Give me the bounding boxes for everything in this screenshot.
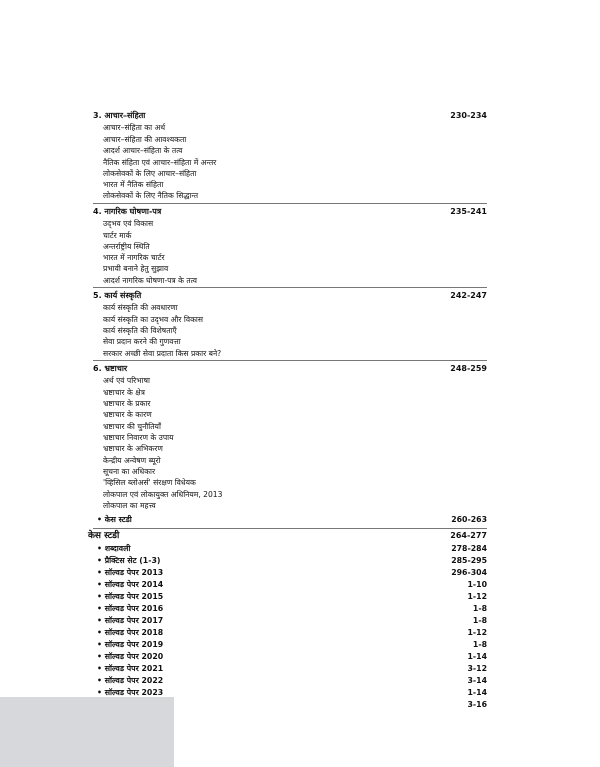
subtopic-entry	[0, 275, 600, 287]
entry-title: • सॉल्वड पेपर 2014	[97, 580, 164, 589]
subtopic-entry	[0, 375, 600, 387]
chapter-entry	[0, 363, 600, 375]
entry-title: भ्रष्टाचार के क्षेत्र	[103, 388, 145, 397]
entry-page-range: 296-304	[451, 568, 487, 577]
entry-title: केस स्टडी	[88, 531, 120, 541]
bullet-entry	[0, 639, 600, 651]
entry-title: • प्रैक्टिस सेट (1-3)	[97, 556, 161, 565]
entry-title: सरकार अच्छी सेवा प्रदाता किस प्रकार बने?	[103, 349, 222, 358]
entry-page-range: 1-8	[472, 640, 487, 649]
entry-page-range: 1-8	[472, 616, 487, 625]
entry-title: भारत में नैतिक संहिता	[103, 180, 164, 189]
subtopic-entry	[0, 122, 600, 134]
entry-page-range: 264-277	[450, 531, 487, 540]
entry-title: चार्टर मार्क	[103, 231, 132, 240]
entry-title: नैतिक संहिता एवं आचार–संहिता में अन्तर	[103, 158, 217, 167]
entry-title: • सॉल्वड पेपर 2022	[97, 676, 164, 685]
bullet-entry	[0, 591, 600, 603]
bullet-entry	[0, 543, 600, 555]
entry-page-range: 235-241	[450, 207, 487, 216]
entry-title: • सॉल्वड पेपर 2016	[97, 604, 164, 613]
subtopic-entry	[0, 145, 600, 157]
entry-page-range: 1-10	[467, 580, 487, 589]
subtopic-entry	[0, 443, 600, 455]
subtopic-entry	[0, 500, 600, 512]
chapter-entry	[0, 206, 600, 218]
section-divider	[93, 203, 487, 204]
section-divider	[93, 360, 487, 361]
section-heading-entry	[0, 530, 600, 542]
entry-title: अर्थ एवं परिभाषा	[103, 376, 150, 385]
entry-title: उद्‌भव एवं विकास	[103, 219, 154, 228]
entry-title: • सॉल्वड पेपर 2019	[97, 640, 164, 649]
subtopic-entry	[0, 477, 600, 489]
bullet-entry	[0, 555, 600, 567]
entry-title: 3. आचार–संहिता	[93, 111, 146, 120]
entry-page-range: 1-12	[467, 592, 487, 601]
entry-title: आचार–संहिता की आवश्यकता	[103, 135, 187, 144]
entry-title: लोकपाल का महत्त्व	[103, 501, 156, 510]
entry-title: • सॉल्वड पेपर 2023	[97, 688, 164, 697]
entry-title: भ्रष्टाचार के अभिकरण	[103, 444, 163, 453]
entry-title: कार्य संस्कृति की अवधारणा	[103, 303, 178, 312]
subtopic-entry	[0, 302, 600, 314]
entry-page-range: 278-284	[451, 544, 487, 553]
corner-gray-block	[0, 697, 174, 767]
entry-title: सेवा प्रदान करने की गुणवत्ता	[103, 337, 181, 346]
entry-page-range: 260-263	[451, 515, 487, 524]
entry-title: लोकसेवकों के लिए आचार–संहिता	[103, 169, 197, 178]
entry-title: • सॉल्वड पेपर 2021	[97, 664, 164, 673]
subtopic-entry	[0, 263, 600, 275]
entry-title: • सॉल्वड पेपर 2018	[97, 628, 164, 637]
bullet-entry	[0, 567, 600, 579]
entry-page-range: 248-259	[450, 364, 487, 373]
entry-title: • सॉल्वड पेपर 2017	[97, 616, 164, 625]
bullet-entry	[0, 663, 600, 675]
entry-title: • शब्दावली	[97, 544, 131, 553]
bullet-entry	[0, 514, 600, 526]
entry-page-range: 1-14	[467, 688, 487, 697]
subtopic-entry	[0, 348, 600, 360]
entry-title: 6. भ्रष्टाचार	[93, 364, 128, 373]
entry-title: आदर्श नागरिक घोषणा-पत्र के तत्व	[103, 276, 197, 285]
entry-title: आदर्श आचार–संहिता के तत्व	[103, 146, 183, 155]
entry-title: प्रभावी बनाने हेतु सुझाव	[103, 264, 169, 273]
entry-title: • सॉल्वड पेपर 2020	[97, 652, 164, 661]
chapter-entry	[0, 110, 600, 122]
entry-title: • केस स्टडी	[97, 515, 132, 524]
entry-title: लोकसेवकों के लिए नैतिक सिद्धान्त	[103, 191, 199, 200]
entry-title: • सॉल्वड पेपर 2015	[97, 592, 164, 601]
bullet-entry	[0, 651, 600, 663]
entry-page-range: 1-14	[467, 652, 487, 661]
entry-page-range: 242-247	[450, 291, 487, 300]
entry-title: भारत में नागरिक चार्टर	[103, 253, 165, 262]
bullet-entry	[0, 579, 600, 591]
entry-title: 'व्हिसिल ब्लोअर्स' संरक्षण विधेयक	[103, 478, 196, 487]
entry-title: भ्रष्टाचार के प्रकार	[103, 399, 151, 408]
entry-page-range: 230-234	[450, 111, 487, 120]
entry-title: • सॉल्वड पेपर 2013	[97, 568, 164, 577]
entry-title: कार्य संस्कृति का उद्‌भव और विकास	[103, 315, 204, 324]
entry-page-range: 3-12	[467, 664, 487, 673]
bullet-entry	[0, 627, 600, 639]
section-divider	[93, 287, 487, 288]
bullet-entry	[0, 615, 600, 627]
subtopic-entry	[0, 218, 600, 230]
bullet-entry	[0, 603, 600, 615]
entry-title: भ्रष्टाचार निवारण के उपाय	[103, 433, 174, 442]
entry-title: अन्तर्राष्ट्रीय स्थिति	[103, 242, 150, 251]
chapter-entry	[0, 290, 600, 302]
entry-title: लोकपाल एवं लोकायुक्त अधिनियम, 2013	[103, 490, 223, 499]
entry-page-range: 1-8	[472, 604, 487, 613]
subtopic-entry	[0, 409, 600, 421]
entry-page-range: 3-16	[467, 700, 487, 709]
entry-page-range: 3-14	[467, 676, 487, 685]
entry-page-range: 1-12	[467, 628, 487, 637]
entry-page-range: 285-295	[451, 556, 487, 565]
entry-title: कार्य संस्कृति की विशेषताएँ	[103, 326, 177, 335]
entry-title: भ्रष्टाचार की चुनौतियाँ	[103, 422, 161, 431]
subtopic-entry	[0, 336, 600, 348]
entry-title: आचार–संहिता का अर्थ	[103, 123, 166, 132]
entry-title: भ्रष्टाचार के कारण	[103, 410, 152, 419]
section-divider	[93, 528, 487, 529]
entry-title: 4. नागरिक घोषणा-पत्र	[93, 207, 162, 216]
subtopic-entry	[0, 190, 600, 202]
bullet-entry	[0, 675, 600, 687]
entry-title: केन्द्रीय अन्वेषण ब्यूरो	[103, 456, 161, 465]
entry-title: 5. कार्य संस्कृति	[93, 291, 142, 300]
entry-title: सूचना का अधिकार	[103, 467, 156, 476]
